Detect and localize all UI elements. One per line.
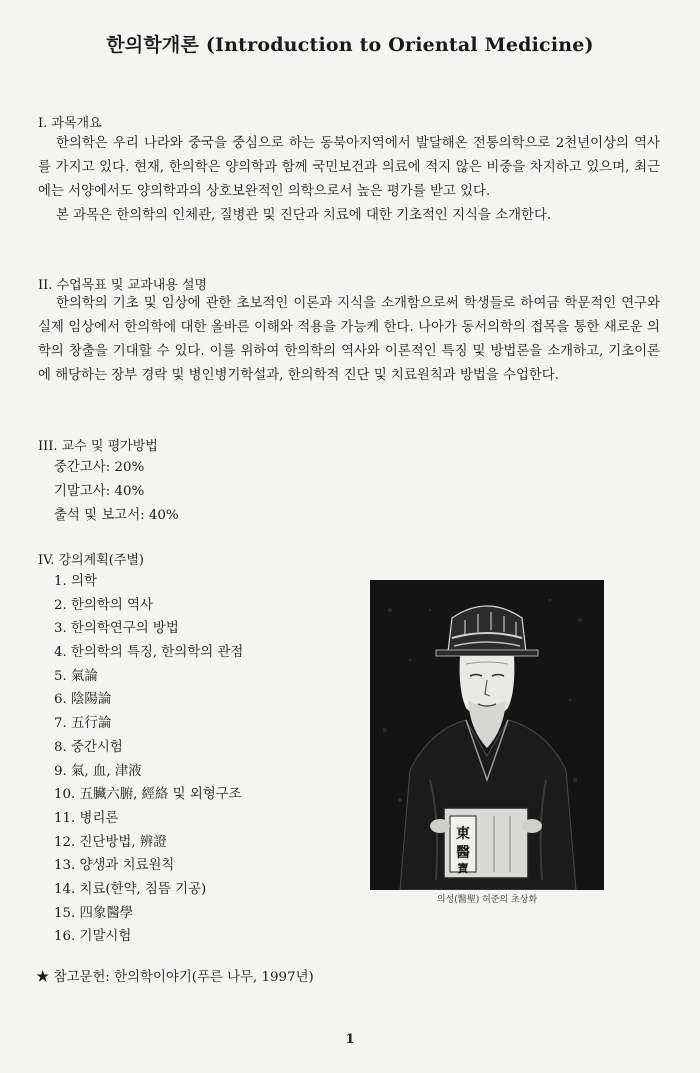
week-item: 16. 기말시험 bbox=[54, 929, 132, 945]
section-4-heading: IV. 강의계획(주별) bbox=[38, 553, 145, 568]
week-item: 13. 양생과 치료원칙 bbox=[54, 858, 175, 874]
section-1-body bbox=[38, 132, 660, 228]
week-item: 4. 한의학의 특징, 한의학의 관점 bbox=[54, 645, 244, 661]
week-item: 2. 한의학의 역사 bbox=[54, 597, 153, 613]
section-1-paragraph-1: 한의학은 우리 나라와 중국을 중심으로 하는 동북아지역에서 발달해온 전통의학으로 2천년이상의 역사를 가지고 있다. 현재, 한의학은 양의학과 함께 국민보건과 의료에 적지 않은 비중을 차지하고 있으며, 최근에는 서양에서도 양의학과의 상호보완적인 의학으로서 높은 평가를 받고 있다. bbox=[38, 136, 660, 199]
portrait-drawing bbox=[370, 580, 604, 890]
section-1-paragraph-2: 본 과목은 한의학의 인체관, 질병관 및 진단과 치료에 대한 기초적인 지식을 소개한다. bbox=[56, 208, 552, 223]
week-item: 15. 四象醫學 bbox=[54, 905, 134, 921]
week-item: 8. 중간시험 bbox=[54, 739, 123, 755]
evaluation-item: 출석 및 보고서: 40% bbox=[54, 508, 179, 523]
section-2-heading: II. 수업목표 및 교과내용 설명 bbox=[38, 278, 208, 293]
section-3-heading: III. 교수 및 평가방법 bbox=[38, 439, 158, 454]
week-item: 7. 五行論 bbox=[54, 716, 112, 732]
portrait-image bbox=[370, 580, 604, 890]
weekly-plan-list bbox=[54, 570, 243, 949]
book-title-char-2: 醫 bbox=[456, 845, 470, 861]
week-item: 12. 진단방법, 辨證 bbox=[54, 834, 167, 850]
week-item: 1. 의학 bbox=[54, 574, 97, 589]
page-title: 한의학개론 (Introduction to Oriental Medicine) bbox=[106, 34, 594, 56]
week-item: 5. 氣論 bbox=[54, 668, 98, 684]
week-item: 10. 五臟六腑, 經絡 및 외형구조 bbox=[54, 787, 242, 803]
week-item: 9. 氣, 血, 津液 bbox=[54, 763, 142, 779]
evaluation-list bbox=[54, 456, 179, 528]
section-2-paragraph-1: 한의학의 기초 및 임상에 관한 초보적인 이론과 지식을 소개함으로써 학생들로 하여금 학문적인 연구와 실제 임상에서 한의학에 대한 올바른 이해와 적용을 가능케 한다. 나아가 동서의학의 접목을 통한 새로운 의학의 창출을 기대할 수 있다. 이를 위하여 한의학의 역사와 이론적인 특징 및 방법론을 소개하고, 기초이론에 해당하는 장부 경락 및 병인병기학설과, 한의학적 진단 및 치료원칙과 방법을 수업한다. bbox=[38, 296, 660, 383]
reference-line: ★ 참고문헌: 한의학이야기(푸른 나무, 1997년) bbox=[36, 970, 314, 985]
week-item: 3. 한의학연구의 방법 bbox=[54, 621, 179, 637]
page-number: 1 bbox=[345, 1032, 355, 1047]
week-item: 6. 陰陽論 bbox=[54, 692, 112, 708]
evaluation-item: 기말고사: 40% bbox=[54, 484, 145, 499]
book-title-char-3: 寶 bbox=[457, 862, 469, 875]
week-item: 14. 치료(한약, 침뜸 기공) bbox=[54, 881, 207, 897]
portrait-caption: 의성(醫聖) 허준의 초상화 bbox=[436, 895, 538, 905]
evaluation-item: 중간고사: 20% bbox=[54, 460, 145, 475]
book-title-char-1: 東 bbox=[456, 826, 470, 842]
section-2-body bbox=[38, 292, 660, 388]
week-item: 11. 병리론 bbox=[54, 810, 119, 826]
section-1-heading: I. 과목개요 bbox=[38, 116, 102, 131]
